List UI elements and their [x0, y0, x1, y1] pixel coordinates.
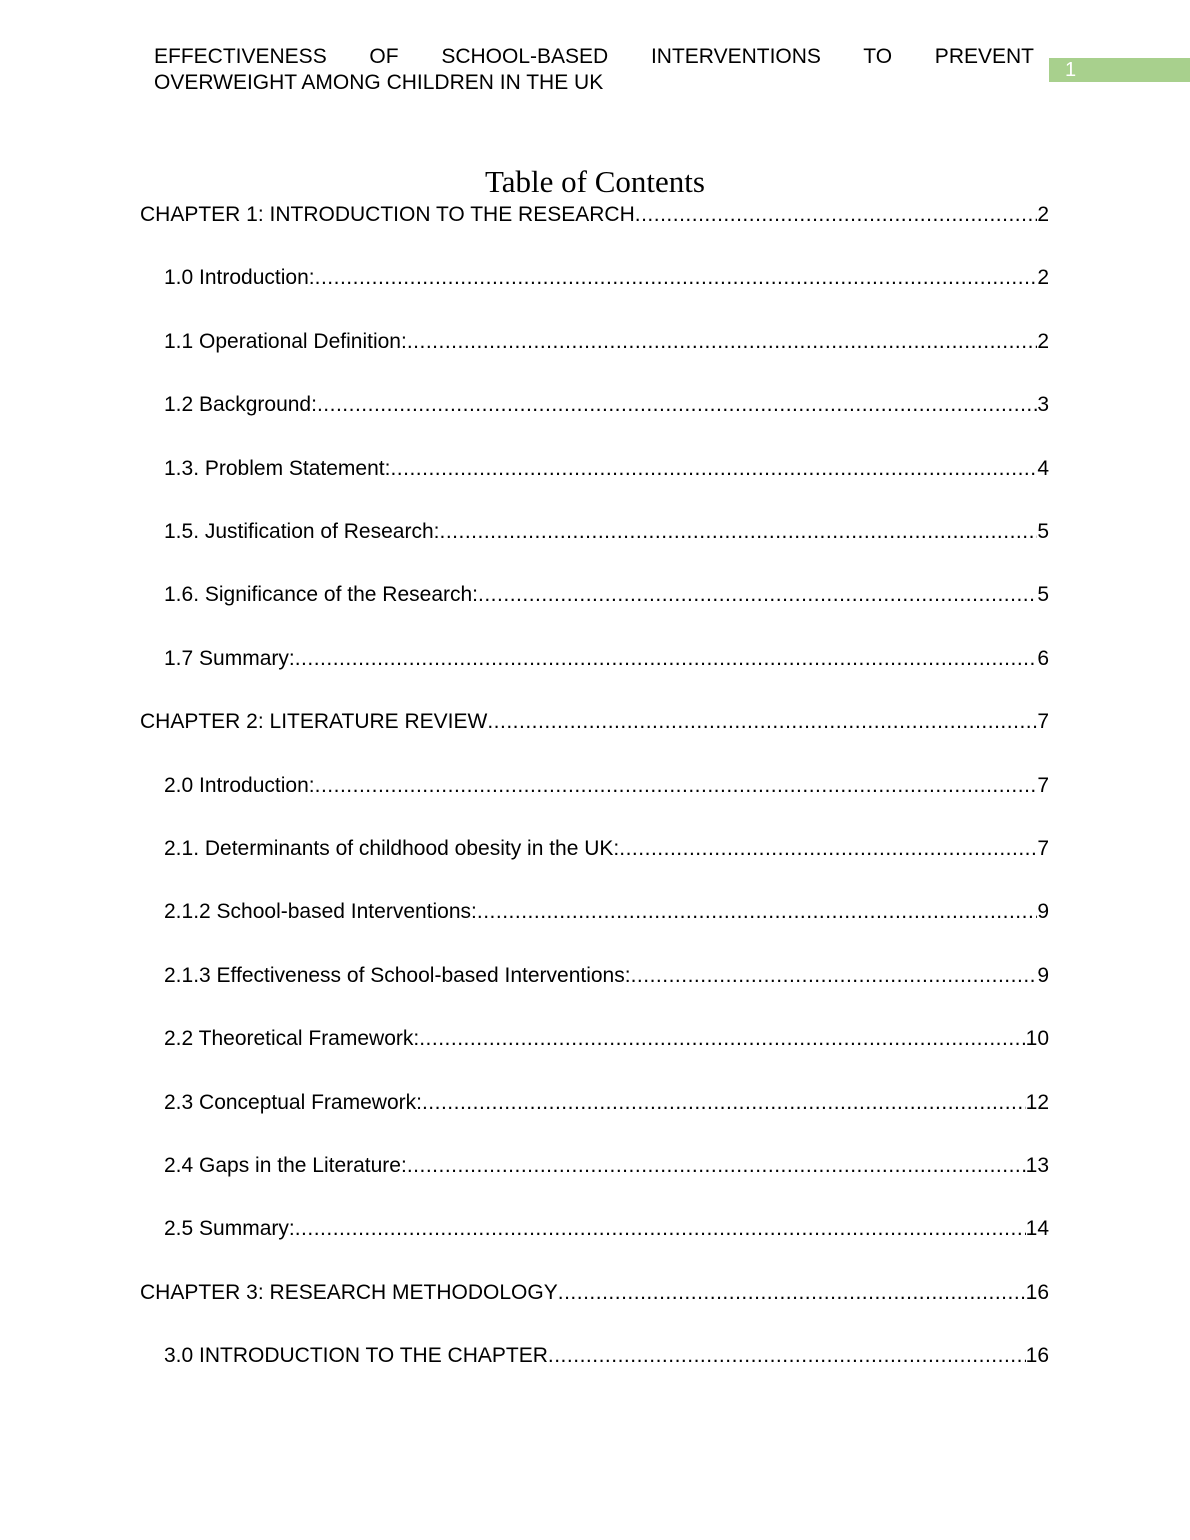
toc-dot-leader	[439, 518, 1037, 546]
toc-entry-label: 1.1 Operational Definition:	[164, 329, 407, 353]
toc-dot-leader	[558, 1279, 1026, 1307]
toc-section-entry[interactable]	[164, 1342, 1049, 1370]
toc-entry-page-number: 4	[1037, 456, 1049, 480]
toc-entry-label: 2.0 Introduction:	[164, 773, 315, 797]
toc-chapter-entry[interactable]	[140, 1279, 1049, 1307]
toc-section-entry[interactable]	[164, 772, 1049, 800]
toc-entry-page-number: 7	[1037, 837, 1049, 860]
toc-section-entry[interactable]	[164, 518, 1049, 546]
toc-entry-label: 2.2 Theoretical Framework:	[164, 1027, 420, 1051]
toc-entry-label: 2.1.3 Effectiveness of School-based Interventions:	[164, 963, 631, 987]
toc-entry-page-number: 2	[1037, 203, 1049, 226]
toc-dot-leader	[548, 1342, 1026, 1370]
header-title-line-1: EFFECTIVENESS OF SCHOOL-BASED INTERVENTIONS TO PREVENT	[154, 45, 1034, 68]
header-title-line-2: OVERWEIGHT AMONG CHILDREN IN THE UK	[154, 71, 604, 94]
toc-entry-label: CHAPTER 2: LITERATURE REVIEW	[140, 710, 488, 734]
toc-entry-page-number: 5	[1037, 520, 1049, 543]
toc-entry-page-number: 2	[1037, 329, 1049, 353]
toc-entry-label: 1.3. Problem Statement:	[164, 456, 391, 480]
toc-section-entry[interactable]	[164, 1215, 1049, 1243]
page-number-badge: 1	[1049, 58, 1190, 82]
toc-dot-leader	[422, 1089, 1026, 1117]
toc-dot-leader	[419, 1025, 1025, 1053]
toc-dot-leader	[315, 264, 1038, 292]
toc-entry-label: CHAPTER 1: INTRODUCTION TO THE RESEARCH	[140, 203, 635, 226]
toc-entry-label: 2.4 Gaps in the Literature:	[164, 1154, 407, 1177]
toc-dot-leader	[477, 898, 1037, 926]
toc-dot-leader	[487, 708, 1037, 736]
toc-title: Table of Contents	[485, 164, 705, 199]
toc-dot-leader	[635, 201, 1038, 229]
toc-section-entry[interactable]	[164, 264, 1049, 292]
toc-entry-label: 1.0 Introduction:	[164, 266, 315, 290]
toc-dot-leader	[295, 1215, 1026, 1243]
running-header	[154, 44, 1034, 96]
toc-entry-page-number: 7	[1037, 773, 1049, 797]
toc-dot-leader	[619, 835, 1037, 863]
toc-entry-page-number: 2	[1037, 266, 1049, 290]
toc-dot-leader	[295, 645, 1038, 673]
toc-dot-leader	[631, 962, 1038, 990]
toc-entry-label: 3.0 INTRODUCTION TO THE CHAPTER	[164, 1344, 548, 1368]
toc-entry-page-number: 16	[1025, 1280, 1049, 1304]
toc-entry-label: 1.2 Background:	[164, 393, 317, 417]
toc-section-entry[interactable]	[164, 581, 1049, 609]
toc-entry-page-number: 13	[1025, 1154, 1049, 1177]
toc-dot-leader	[315, 772, 1038, 800]
toc-dot-leader	[407, 328, 1038, 356]
toc-entry-label: 2.1. Determinants of childhood obesity in the UK:	[164, 837, 620, 860]
toc-entry-page-number: 10	[1025, 1027, 1049, 1051]
toc-entry-page-number: 9	[1037, 963, 1049, 987]
toc-entry-label: 2.5 Summary:	[164, 1217, 295, 1241]
toc-chapter-entry[interactable]	[140, 708, 1049, 736]
toc-entry-page-number: 12	[1025, 1090, 1049, 1114]
toc-entry-label: CHAPTER 3: RESEARCH METHODOLOGY	[140, 1280, 558, 1304]
toc-entry-label: 2.1.2 School-based Interventions:	[164, 900, 477, 924]
toc-section-entry[interactable]	[164, 898, 1049, 926]
toc-section-entry[interactable]	[164, 1025, 1049, 1053]
toc-section-entry[interactable]	[164, 645, 1049, 673]
toc-section-entry[interactable]	[164, 1089, 1049, 1117]
toc-entry-page-number: 5	[1037, 583, 1049, 607]
toc-entry-page-number: 14	[1025, 1217, 1049, 1241]
toc-chapter-entry[interactable]	[140, 201, 1049, 229]
toc-entry-page-number: 7	[1037, 710, 1049, 734]
toc-dot-leader	[317, 391, 1037, 419]
toc-entry-label: 2.3 Conceptual Framework:	[164, 1090, 422, 1114]
toc-entry-label: 1.5. Justification of Research:	[164, 520, 440, 543]
toc-section-entry[interactable]	[164, 328, 1049, 356]
toc-section-entry[interactable]	[164, 391, 1049, 419]
toc-section-entry[interactable]	[164, 835, 1049, 863]
toc-dot-leader	[390, 455, 1037, 483]
toc-section-entry[interactable]	[164, 962, 1049, 990]
toc-section-entry[interactable]	[164, 455, 1049, 483]
toc-section-entry[interactable]	[164, 1152, 1049, 1180]
toc-entry-page-number: 9	[1037, 900, 1049, 924]
toc-entry-label: 1.6. Significance of the Research:	[164, 583, 479, 607]
toc-dot-leader	[407, 1152, 1026, 1180]
toc-entry-page-number: 16	[1025, 1344, 1049, 1368]
toc-entry-page-number: 6	[1037, 646, 1049, 670]
toc-entry-page-number: 3	[1037, 393, 1049, 417]
toc-entry-label: 1.7 Summary:	[164, 646, 295, 670]
toc-dot-leader	[478, 581, 1037, 609]
